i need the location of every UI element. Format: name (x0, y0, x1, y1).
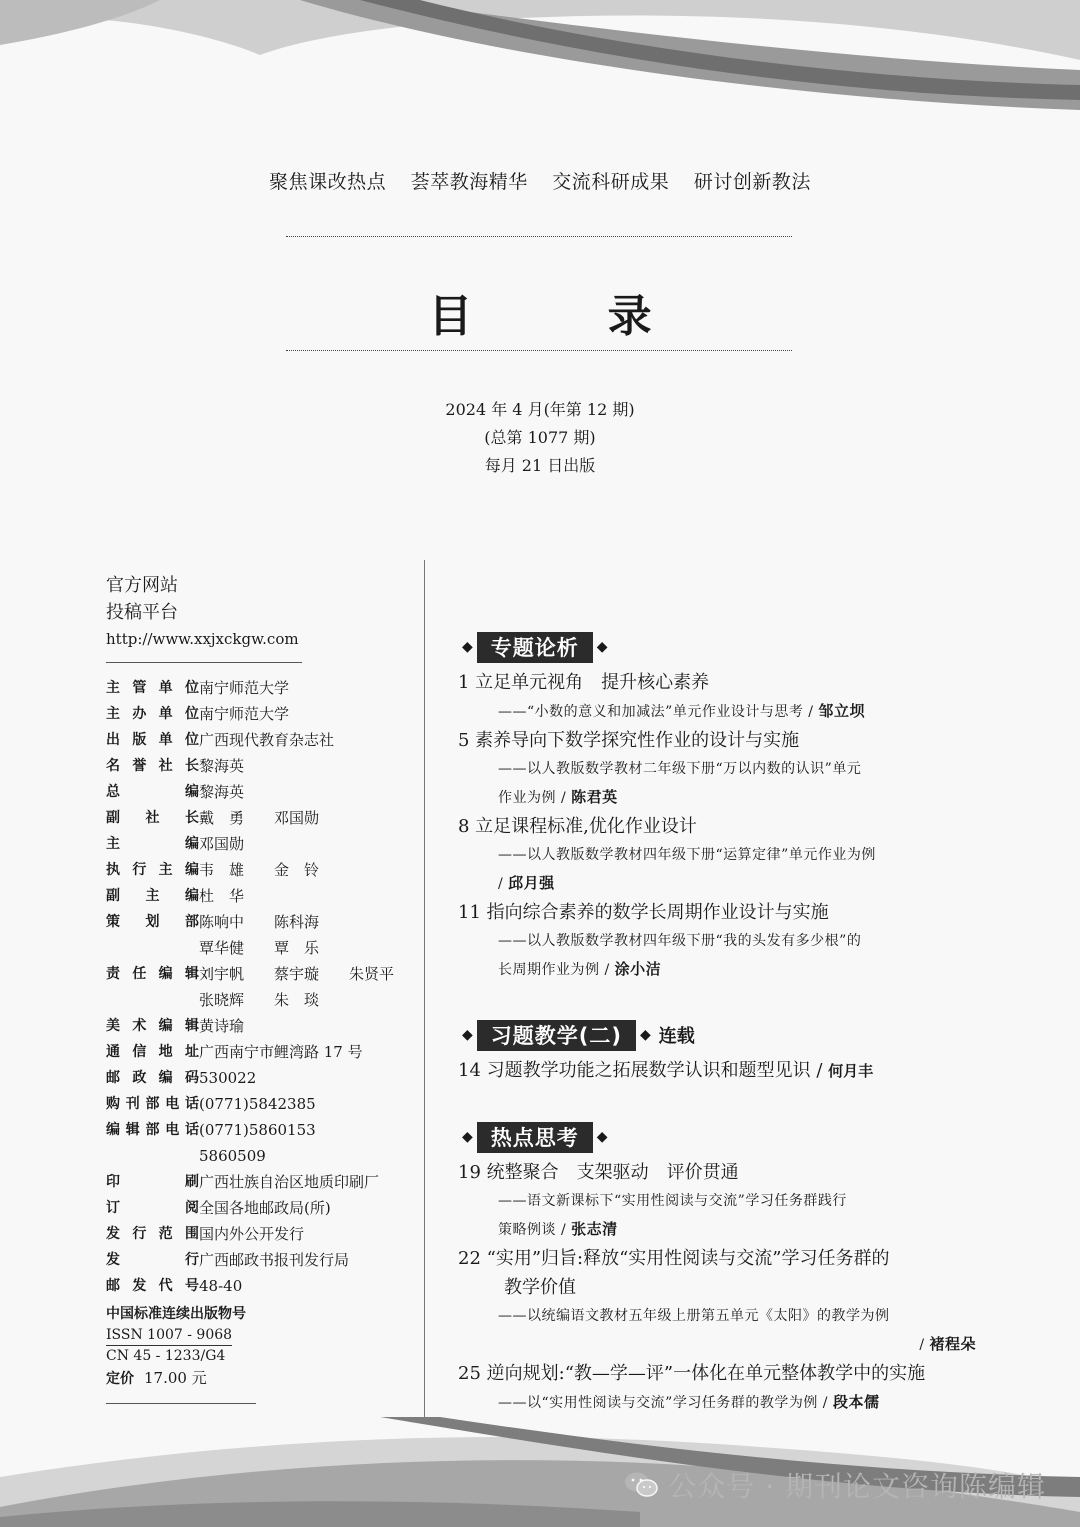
masthead-value: (0771)5860153 5860509 (199, 1121, 346, 1165)
diamond-icon: ◆ (639, 1027, 651, 1043)
diamond-icon: ◆ (462, 1129, 473, 1145)
toc-entry-subtitle (458, 697, 978, 726)
masthead-value: 南宁师范大学 (199, 705, 290, 723)
toc-entry-subtitle: ——以统编语文教材五年级上册第五单元《太阳》的教学为例 (498, 1308, 890, 1324)
slogan-3: 交流科研成果 (552, 171, 670, 193)
masthead-row (106, 1169, 406, 1195)
spacer (458, 1086, 978, 1120)
website-url[interactable]: http://www.xxjxckgw.com (106, 630, 299, 648)
masthead-row (106, 805, 406, 831)
toc-entry-subtitle: ——语文新课标下“实用性阅读与交流”学习任务群践行 (498, 1193, 847, 1209)
author: 段本儒 (832, 1393, 880, 1411)
toc-entry-title[interactable]: 8 立足课程标准,优化作业设计 (458, 816, 697, 837)
toc-entry-title[interactable]: 11 指向综合素养的数学长周期作业设计与实施 (458, 902, 829, 923)
subtitle-text: ——“小数的意义和加减法”单元作业设计与思考 / (498, 704, 819, 720)
section-tag: 专题论析 (477, 632, 593, 663)
masthead-label: 购 刊 部 电 话 (106, 1096, 199, 1112)
masthead-label: 邮 发 代 号 (106, 1278, 199, 1294)
entry-title-text: 14 习题教学功能之拓展数学认识和题型见识 / (458, 1060, 829, 1081)
masthead-value: 国内外公开发行 (199, 1225, 305, 1243)
masthead-value: 覃华健 覃 乐 (199, 939, 320, 957)
masthead-label: 副 主 编 (106, 888, 199, 904)
section-header (458, 630, 978, 664)
platform-label: 投稿平台 (106, 602, 178, 623)
masthead-value: 南宁师范大学 (199, 679, 290, 697)
masthead-row (106, 779, 406, 805)
toc (458, 630, 978, 1417)
top-wave-decoration (0, 0, 1080, 130)
section-header (458, 1018, 978, 1052)
page-title: 目 录 (428, 291, 712, 342)
toc-entry-subtitle (458, 1330, 978, 1359)
watermark-text: 公众号 · 期刊论文咨询陈编辑 (668, 1470, 1046, 1503)
masthead-value: 韦 雄 金 铃 (199, 861, 320, 879)
toc-entry-title[interactable]: 25 逆向规划:“教—学—评”一体化在单元整体教学中的实施 (458, 1363, 926, 1384)
masthead-label: 出 版 单 位 (106, 732, 199, 748)
masthead-row (106, 1247, 406, 1273)
masthead-value: 广西南宁市鲤湾路 17 号 (199, 1043, 363, 1061)
section-tag: 习题教学(二) (477, 1020, 636, 1051)
masthead-label: 执 行 主 编 (106, 862, 199, 878)
masthead-value: 全国各地邮政局(所) (199, 1199, 331, 1217)
subtitle-text: ——以“实用性阅读与交流”学习任务群的教学为例 / (498, 1395, 833, 1411)
column-divider (424, 560, 425, 1418)
masthead-value: 广西现代教育杂志社 (199, 731, 335, 749)
diamond-icon: ◆ (462, 639, 473, 655)
masthead-value: 黎海英 (199, 757, 245, 775)
price (106, 1366, 406, 1391)
toc-entry-subtitle: ——以人教版数学教材四年级下册“运算定律”单元作业为例 (498, 847, 876, 863)
toc-entry-subtitle (458, 869, 978, 898)
masthead-row (106, 987, 406, 1013)
diamond-icon: ◆ (596, 1129, 608, 1145)
masthead-value: 黄诗瑜 (199, 1017, 245, 1035)
subtitle-text: 长周期作业为例 / (498, 962, 615, 978)
masthead (106, 572, 406, 1404)
toc-entry-subtitle: ——以人教版数学教材四年级下册“我的头发有多少根”的 (498, 933, 862, 949)
masthead-row (106, 1221, 406, 1247)
slogan-2: 荟萃教海精华 (410, 171, 528, 193)
author: 褚程朵 (929, 1335, 976, 1353)
masthead-value: 黎海英 (199, 783, 245, 801)
section-header (458, 1120, 978, 1154)
masthead-label: 订 阅 (106, 1200, 199, 1216)
subtitle-text: / (498, 876, 509, 892)
masthead-row (106, 883, 406, 909)
masthead-value: 邓国勋 (199, 835, 245, 853)
masthead-value: (0771)5842385 (199, 1095, 316, 1113)
diamond-icon: ◆ (462, 1027, 473, 1043)
masthead-label: 名 誉 社 长 (106, 758, 199, 774)
masthead-row (106, 1117, 406, 1169)
spacer (458, 984, 978, 1018)
author: 陈君英 (571, 788, 618, 806)
masthead-row (106, 1195, 406, 1221)
masthead-label: 发 行 范 围 (106, 1226, 199, 1242)
author: 张志清 (571, 1220, 618, 1238)
subtitle-text: / (919, 1337, 930, 1353)
masthead-label: 美 术 编 辑 (106, 1018, 199, 1034)
masthead-value: 刘宇帆 蔡宇璇 朱贤平 (199, 965, 395, 983)
issn: ISSN 1007 - 9068 (106, 1326, 232, 1346)
diamond-icon: ◆ (596, 639, 608, 655)
masthead-rule-bottom (106, 1403, 256, 1404)
masthead-row (106, 753, 406, 779)
masthead-label: 副 社 长 (106, 810, 199, 826)
website-label: 官方网站 (106, 575, 178, 596)
masthead-row (106, 1091, 406, 1117)
masthead-value: 陈响中 陈科海 (199, 913, 320, 931)
masthead-row (106, 961, 406, 987)
price-value: 17.00 元 (144, 1369, 207, 1387)
masthead-row (106, 1065, 406, 1091)
masthead-rows (106, 675, 406, 1299)
slogan-bar (0, 167, 1080, 194)
toc-entry-title[interactable]: 1 立足单元视角 提升核心素养 (458, 672, 710, 693)
masthead-label: 印 刷 (106, 1174, 199, 1190)
masthead-label: 邮 政 编 码 (106, 1070, 199, 1086)
watermark (624, 1465, 1046, 1505)
toc-entry-subtitle (458, 783, 978, 812)
masthead-row (106, 727, 406, 753)
toc-entry-title[interactable]: 5 素养导向下数学探究性作业的设计与实施 (458, 730, 800, 751)
slogan-4: 研讨创新教法 (693, 171, 811, 193)
masthead-value: 杜 华 (199, 887, 245, 905)
toc-entry-title[interactable] (458, 1056, 978, 1086)
masthead-row (106, 701, 406, 727)
masthead-label: 主 管 单 位 (106, 680, 199, 696)
masthead-value: 张晓辉 朱 琰 (199, 991, 320, 1009)
dotted-divider-bottom (286, 350, 792, 351)
issue-total: (总第 1077 期) (484, 428, 596, 447)
masthead-rule (106, 662, 302, 663)
masthead-label (106, 935, 199, 961)
section-tag: 热点思考 (477, 1122, 593, 1153)
issue-schedule: 每月 21 日出版 (484, 456, 596, 475)
masthead-row (106, 1273, 406, 1299)
wechat-icon (624, 1471, 658, 1499)
masthead-label: 策 划 部 (106, 914, 199, 930)
serial-label: 连载 (658, 1026, 695, 1047)
masthead-label: 责 任 编 辑 (106, 966, 199, 982)
subtitle-text: 作业为例 / (498, 790, 572, 806)
price-label: 定价 (106, 1371, 134, 1387)
masthead-value: 广西壮族自治区地质印刷厂 (199, 1173, 380, 1191)
masthead-value: 530022 (199, 1069, 257, 1087)
masthead-label: 主 办 单 位 (106, 706, 199, 722)
masthead-value: 广西邮政书报刊发行局 (199, 1251, 350, 1269)
masthead-value: 48-40 (199, 1277, 243, 1295)
author: 邹立坝 (818, 702, 865, 720)
masthead-row (106, 1039, 406, 1065)
masthead-row (106, 857, 406, 883)
subtitle-text: 策略例谈 / (498, 1222, 572, 1238)
serial-number-label: 中国标准连续出版物号 (106, 1306, 246, 1322)
issue-info (0, 396, 1080, 480)
masthead-label: 总 编 (106, 784, 199, 800)
dotted-divider-top (286, 236, 792, 237)
toc-entry-title[interactable]: 22 “实用”归旨:释放“实用性阅读与交流”学习任务群的 (458, 1248, 890, 1269)
cn-number: CN 45 - 1233/G4 (106, 1348, 226, 1364)
masthead-row (106, 935, 406, 961)
masthead-label: 发 行 (106, 1252, 199, 1268)
slogan-1: 聚焦课改热点 (269, 171, 387, 193)
author: 邱月强 (508, 874, 555, 892)
toc-entry-subtitle: ——以人教版数学教材二年级下册“万以内数的认识”单元 (498, 761, 862, 777)
masthead-row (106, 909, 406, 935)
toc-entry-title-continued: 教学价值 (504, 1277, 576, 1298)
toc-entry-subtitle (458, 1215, 978, 1244)
author: 何月丰 (828, 1062, 874, 1080)
issue-date: 2024 年 4 月(年第 12 期) (445, 400, 635, 419)
masthead-row (106, 675, 406, 701)
masthead-value: 戴 勇 邓国勋 (199, 809, 320, 827)
toc-entry-subtitle (458, 1388, 978, 1417)
masthead-label: 主 编 (106, 836, 199, 852)
masthead-row (106, 831, 406, 857)
masthead-label: 通 信 地 址 (106, 1044, 199, 1060)
masthead-label (106, 987, 199, 1013)
toc-entry-subtitle (458, 955, 978, 984)
masthead-label: 编 辑 部 电 话 (106, 1122, 199, 1138)
masthead-row (106, 1013, 406, 1039)
toc-entry-title[interactable]: 19 统整聚合 支架驱动 评价贯通 (458, 1162, 739, 1183)
author: 涂小洁 (614, 960, 662, 978)
